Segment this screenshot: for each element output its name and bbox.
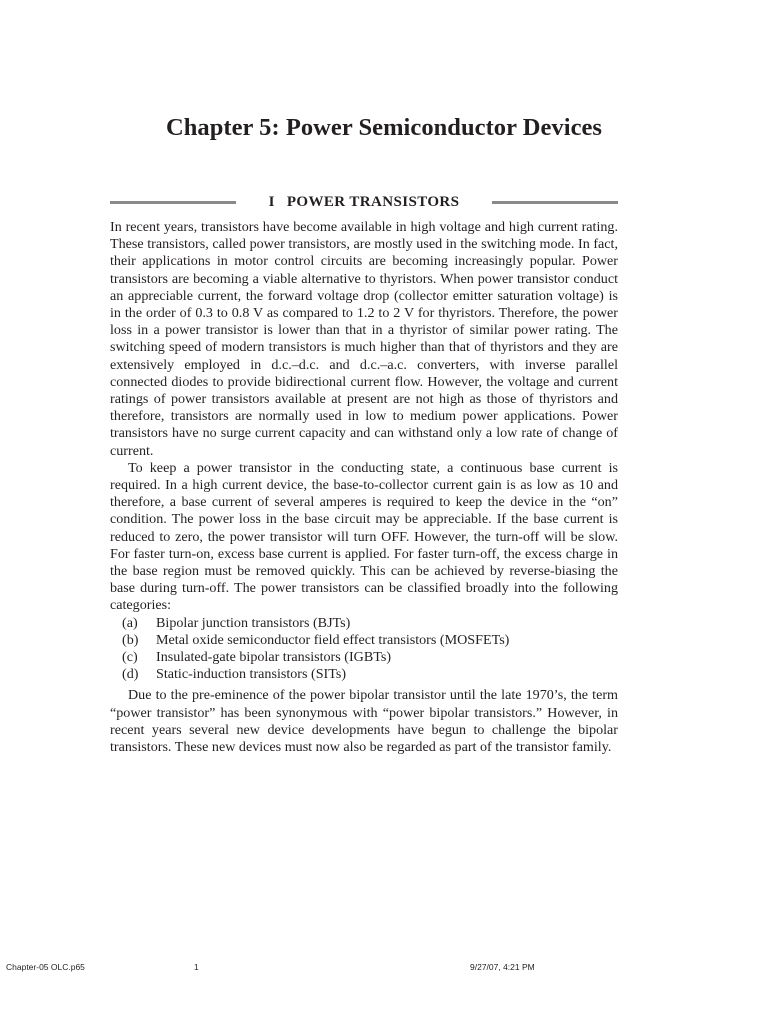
chapter-title: Chapter 5: Power Semiconductor Devices — [165, 114, 603, 141]
list-marker: (a) — [122, 614, 138, 631]
paragraph: Due to the pre-eminence of the power bipolar transistor until the late 1970’s, the term “power transistor” has been synonymous with “power bipolar transistors.” However, in recent years several new device developments have begun to challenge the bipolar transistors. These new devices must now also be regarded as part of the transistor family. — [110, 687, 618, 756]
list-marker: (d) — [122, 666, 139, 683]
list-item — [122, 649, 618, 666]
paragraph: To keep a power transistor in the conducting state, a continuous base current is required. In a high current device, the base-to-collector current gain is as low as 10 and therefore, a base current of several amperes is required to keep the device in the “on” condition. The power loss in the base circuit may be appreciable. If the base current is reduced to zero, the power transistor will turn OFF. However, the turn-off will be slow. For faster turn-on, excess base current is applied. For faster turn-off, the excess charge in the base region must be removed quickly. This can be achieved by reverse-biasing the base during turn-off. The power transistors can be classified broadly into the following categories: — [110, 459, 618, 614]
list-marker: (b) — [122, 631, 139, 648]
list-item-text: Insulated-gate bipolar transistors (IGBTs) — [156, 649, 392, 666]
heading-rule-right — [492, 201, 618, 204]
footer-page-number: 1 — [194, 962, 199, 972]
section-number: I — [268, 193, 275, 210]
list-marker: (c) — [122, 649, 138, 666]
page-footer — [0, 962, 768, 976]
list-item — [122, 632, 618, 649]
section-title — [236, 194, 492, 211]
list-item-text: Static-induction transistors (SITs) — [156, 666, 347, 683]
list-item-text: Bipolar junction transistors (BJTs) — [156, 614, 351, 631]
footer-timestamp: 9/27/07, 4:21 PM — [470, 962, 535, 972]
list-item — [122, 615, 618, 632]
body-text — [110, 219, 618, 756]
footer-filename: Chapter-05 OLC.p65 — [6, 962, 85, 972]
section-heading — [110, 190, 618, 214]
heading-rule-left — [110, 201, 236, 204]
section-title-text: POWER TRANSISTORS — [286, 193, 460, 210]
paragraph: In recent years, transistors have become available in high voltage and high current rating. These transistors, called power transistors, are mostly used in the switching mode. In fact, their applications in motor control circuits are becoming increasingly popular. Power transistors are becoming a viable alternative to thyristors. When power transistor conduct an appreciable current, the forward voltage drop (collector emitter saturation voltage) is in the order of 0.3 to 0.8 V as compared to 1.2 to 2 V for thyristors. Therefore, the power loss in a power transistor is lower than that in a thyristor of similar power rating. The switching speed of modern transistors is much higher than that of thyristors and they are extensively employed in d.c.–d.c. and d.c.–a.c. converters, with inverse parallel connected diodes to provide bidirectional current flow. However, the voltage and current ratings of power transistors available at present are not high as those of thyristors and therefore, transistors are normally used in low to medium power applications. Power transistors have no surge current capacity and can withstand only a low rate of change of current. — [110, 219, 618, 459]
category-list — [110, 615, 618, 684]
list-item — [122, 666, 618, 683]
list-item-text: Metal oxide semiconductor field effect transistors (MOSFETs) — [156, 631, 510, 648]
